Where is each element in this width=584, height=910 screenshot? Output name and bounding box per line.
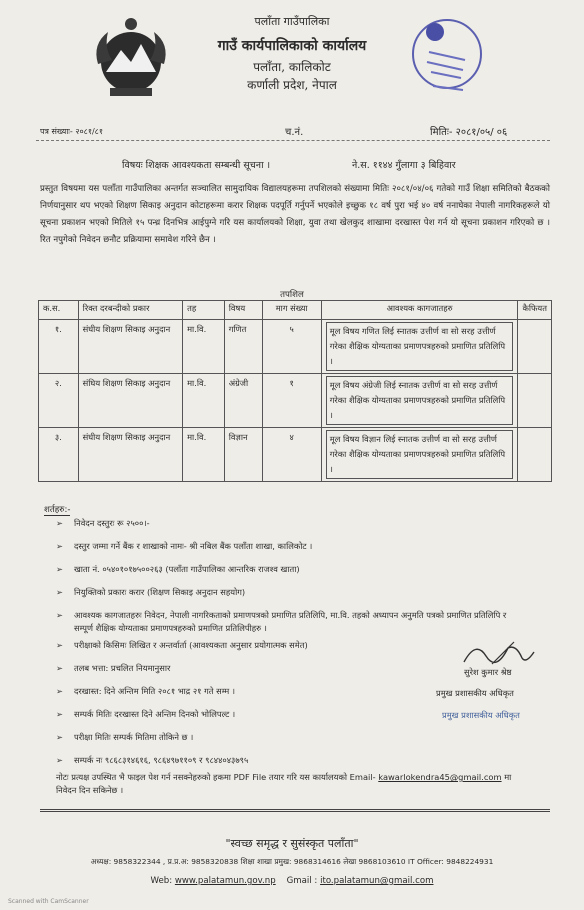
reference-row bbox=[40, 120, 550, 138]
footer-slogan: "स्वच्छ समृद्ध र सुसंस्कृत पलाँता" bbox=[225, 837, 359, 850]
row-type: संघिय शिक्षण सिकाइ अनुदान bbox=[78, 374, 182, 428]
website-link[interactable]: www.palatamun.gov.np bbox=[174, 876, 276, 886]
arrow-bullet-icon: ➢ bbox=[56, 709, 63, 719]
header-location: पलाँता, कालिकोट bbox=[253, 60, 331, 74]
condition-item: ➢ दरखास्त: दिने अन्तिम मिति २०८१ भाद्र २१ गते सम्म । bbox=[56, 686, 235, 696]
row-subject: गणित bbox=[224, 320, 262, 374]
arrow-bullet-icon: ➢ bbox=[56, 610, 63, 620]
condition-item: ➢ दस्तुर जम्मा गर्ने बैंक र शाखाको नामः- श्री नबिल बैंक पलाँता शाखा, कालिकोट । bbox=[56, 541, 313, 551]
arrow-bullet-icon: ➢ bbox=[56, 587, 63, 597]
col-count: माग संख्या bbox=[262, 301, 321, 320]
row-remarks bbox=[518, 320, 552, 374]
letter-date: मितिः- २०८१/०५/ ०६ bbox=[430, 127, 508, 138]
row-subject: अंग्रेजी bbox=[224, 374, 262, 428]
row-level: मा.वि. bbox=[183, 428, 225, 482]
signatory-title-stamp: प्रमुख प्रशासकीय अधिकृत bbox=[436, 688, 514, 698]
arrow-bullet-icon: ➢ bbox=[56, 663, 63, 673]
scanner-watermark: Scanned with CamScanner bbox=[8, 898, 89, 905]
row-docs bbox=[321, 374, 518, 428]
row-docs bbox=[321, 320, 518, 374]
col-level: तह bbox=[183, 301, 225, 320]
divider bbox=[36, 140, 550, 141]
signatory-title: प्रमुख प्रशासकीय अधिकृत bbox=[442, 710, 520, 720]
row-count: १ bbox=[262, 374, 321, 428]
row-sn: २. bbox=[39, 374, 79, 428]
vacancy-table bbox=[38, 300, 552, 482]
header-office: गाउँ कार्यपालिकाको कार्यालय bbox=[217, 38, 367, 54]
col-subject: विषय bbox=[224, 301, 262, 320]
arrow-bullet-icon: ➢ bbox=[56, 640, 63, 650]
subject-line: विषयः शिक्षक आवश्यकता सम्बन्धी सूचना । bbox=[122, 160, 271, 171]
row-remarks bbox=[518, 428, 552, 482]
row-sn: ३. bbox=[39, 428, 79, 482]
table-row bbox=[39, 374, 552, 428]
condition-item: ➢ परीक्षाको किसिमः लिखित र अन्तर्वार्ता (आवश्यकता अनुसार प्रयोगात्मक समेत) bbox=[56, 640, 308, 650]
arrow-bullet-icon: ➢ bbox=[56, 518, 63, 528]
docs-box: मूल विषय विज्ञान लिई स्नातक उत्तीर्ण वा सो सरह उत्तीर्ण गरेका शैक्षिक योग्यताका प्रमाणपत्रहरुको प्रमाणित प्रतिलिपि । bbox=[326, 430, 514, 479]
condition-item: ➢ नियुक्तिको प्रकारः करार (शिक्षण सिकाइ अनुदान सहयोग) bbox=[56, 587, 246, 597]
arrow-bullet-icon: ➢ bbox=[56, 686, 63, 696]
arrow-bullet-icon: ➢ bbox=[56, 732, 63, 742]
condition-item: ➢ निवेदन दस्तुरः रू २५००।- bbox=[56, 518, 150, 528]
row-level: मा.वि. bbox=[183, 320, 225, 374]
row-sn: १. bbox=[39, 320, 79, 374]
col-type: रिक्त दरबन्दीको प्रकार bbox=[78, 301, 182, 320]
docs-box: मूल विषय अंग्रेजी लिई स्नातक उत्तीर्ण वा सो सरह उत्तीर्ण गरेका शैक्षिक योग्यताका प्रमाणपत्रहरुको प्रमाणित प्रतिलिपि । bbox=[326, 376, 514, 425]
table-caption: तपशिल bbox=[280, 290, 304, 300]
gmail-label: Gmail : bbox=[286, 876, 318, 886]
email-link[interactable]: kawarlokendra45@gmail.com bbox=[378, 772, 502, 782]
row-count: ४ bbox=[262, 428, 321, 482]
table-row bbox=[39, 428, 552, 482]
condition-item: ➢ सम्पर्क मितिः दरखास्त दिने अन्तिम दिनको भोलिपल्ट । bbox=[56, 709, 236, 719]
table-header-row bbox=[39, 301, 552, 320]
dispatch-number: च.नं. bbox=[285, 127, 304, 138]
web-label: Web: bbox=[150, 876, 173, 886]
nepal-sambat-date: ने.स. ११४४ गुँलागा ३ बिहिवार bbox=[352, 160, 456, 171]
signatory-name: सुरेश कुमार श्रेष्ठ bbox=[464, 667, 512, 677]
row-count: ५ bbox=[262, 320, 321, 374]
col-docs: आवश्यक कागजातहरु bbox=[321, 301, 518, 320]
table-row bbox=[39, 320, 552, 374]
header-province: कर्णाली प्रदेश, नेपाल bbox=[247, 78, 337, 92]
condition-item: ➢ परीक्षा मितिः सम्पर्क मितिमा तोकिने छ । bbox=[56, 732, 194, 742]
col-remarks: कैफियत bbox=[518, 301, 552, 320]
footer-web bbox=[0, 876, 584, 886]
row-type: संघीय शिक्षण सिकाइ अनुदान bbox=[78, 320, 182, 374]
footer-divider bbox=[40, 809, 550, 812]
row-remarks bbox=[518, 374, 552, 428]
row-docs bbox=[321, 428, 518, 482]
header-municipality: पलाँता गाउँपालिका bbox=[254, 15, 330, 28]
col-sn: क.स. bbox=[39, 301, 79, 320]
conditions-heading: शर्तहरु:- bbox=[44, 505, 71, 515]
note-suffix: मा निवेदन दिन सकिनेछ । bbox=[56, 772, 512, 795]
row-level: मा.वि. bbox=[183, 374, 225, 428]
arrow-bullet-icon: ➢ bbox=[56, 541, 63, 551]
row-type: संघीय शिक्षण सिकाइ अनुदान bbox=[78, 428, 182, 482]
footer-contacts: अध्यक्ष: 9858322344 , प्र.प्र.अ: 9858320838 शिक्षा शाखा प्रमुख: 9868314616 लेखा 9868103610 IT Officer: 9848224931 bbox=[90, 857, 494, 866]
arrow-bullet-icon: ➢ bbox=[56, 755, 63, 765]
note-line bbox=[56, 771, 526, 797]
arrow-bullet-icon: ➢ bbox=[56, 564, 63, 574]
body-paragraph: प्रस्तुत विषयमा यस पलाँता गाउँपालिका अन्तर्गत सञ्चालित सामुदायिक विद्यालयहरूमा तपशिलको संख्यामा मितिः २०८१/०४/०६ गतेको गाउँ शिक्षा समितिको बैठकको निर्णयानुसार थप भएको शिक्षण सिकाइ अनुदान कोटाहरूमा करार शिक्षक पदपूर्ति गर्नुपर्ने भएकोले इच्छुक १८ वर्ष पुरा भई ४० वर्ष ननाघेका नेपाली नागरिकहरूले यो सूचना प्रकाशन भएको मितिले १५ पन्ध्र दिनभित्र आईपुग्ने गरि यस कार्यालयको शिक्षा, युवा तथा खेलकुद शाखामा दरखास्त पेश गर्न यो सूचना प्रकाशन गरिएको छ । रित नपुगेको निवेदन छनौट प्रक्रियामा समावेश गरिने छैन । bbox=[40, 184, 550, 245]
condition-item: ➢ सम्पर्क नः ९८६८३१४६१६, ९८६४९७११०९ र ९८४४०४३७९५ bbox=[56, 755, 249, 765]
docs-box: मूल विषय गणित लिई स्नातक उत्तीर्ण वा सो सरह उत्तीर्ण गरेका शैक्षिक योग्यताका प्रमाणपत्रहरुको प्रमाणित प्रतिलिपि । bbox=[326, 322, 514, 371]
condition-item: ➢ तलब भत्ता: प्रचलित नियमानुसार bbox=[56, 663, 171, 673]
note-text: नोटः प्रत्यक्ष उपस्थित भै फाइल पेश गर्न नसक्नेहरुको हकमा PDF File तयार गरि यस कार्यालयको Email- bbox=[56, 772, 376, 782]
row-subject: विज्ञान bbox=[224, 428, 262, 482]
letter-number: पत्र संख्याः- २०८१/८१ bbox=[40, 127, 104, 136]
gmail-link[interactable]: ito.palatamun@gmail.com bbox=[320, 876, 434, 886]
condition-item: ➢ आवश्यक कागजातहरुः निवेदन, नेपाली नागरिकताको प्रमाणपत्रको प्रमाणित प्रतिलिपि, मा.वि. तहको अध्यापन अनुमति पत्रको प्रमाणित प्रतिलिपि र सम्पूर्ण शैक्षिक योग्यताका प्रमाणपत्रहरुको प्रमाणित प्रतिलिपीहरु । bbox=[56, 610, 507, 633]
condition-item: ➢ खाता नं. ०५४०१०१७५००२६३ (पलाँता गाउँपालिका आन्तरिक राजश्व खाता) bbox=[56, 564, 300, 574]
